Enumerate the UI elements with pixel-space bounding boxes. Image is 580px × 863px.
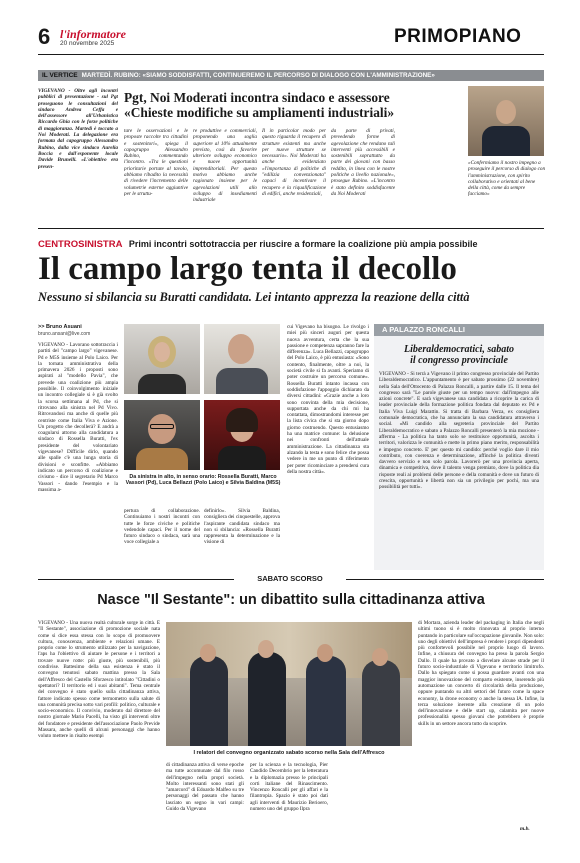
vertice-bar [38, 70, 544, 81]
article3-col4: di Mortara, azienda leader del packaging in Italia che negli ultimi tuono si è molto rinnovata al proprio interno puntando in particolare sul'occupazione giovanile. Non solo: uno degli obiettivi dell'impresa è rendere i propri dipendenti più confortevoli possibile nel proprio luogo di lavoro. Infine, a chiusura del convegno ha preso la parola Sergio Dallo. Il quale ha provato a disvelare alcune strade per il futuro socio-industriale di Vigevano e territorio limitrofo. Dallo ha spiegato come si possa guardare avanti con una maggior innovazione del comparto esistente, inserendo più automazione un concerto di circolarità della produzione, oppure puntando su altri settori del futuro come la space economy, la drone economy o anche la stessa IA. Infine, la terza soluzione inerente alla creazione di un polo dell'innovazione e delle start up, calamita per nuove professionalità spesso giovani che potrebbero è proprie skills in un settore ancora tutto da scoprire. [418, 620, 544, 727]
sidebar-tag: A PALAZZO RONCALLI [374, 324, 544, 336]
portrait-top [218, 446, 266, 470]
brand-logo: l'informatore [60, 27, 127, 41]
speaker-2 [248, 652, 286, 746]
article3-signature: m.b. [520, 826, 530, 832]
article1-col2: tare le osservazioni e le proposte raccolte tra cittadini e sostenitori», spiega il capogruppo Alessandro Rubino, commentando l'incontro. «Tra le questioni prioritarie portate al tavolo, abbiamo ribadito la necessità di rivedere l'incremento delle volumetrie esterne aggiuntive per le struttu- [124, 128, 188, 197]
article2-kicker: CENTROSINISTRA [38, 239, 123, 250]
article1-col5: da parte di privati, prevedendo forme di agevolazione che rendano tali interventi più accessibili e sostenibili soprattutto da parte dei giovani con basso reddito, in linea con le nostre politiche a livello nazionale», prosegue Rubino. «L'incontro è stato definito soddisfacente da Noi Moderati [331, 128, 395, 197]
article2-col1: VIGEVANO - Lavorano sottotraccia i partiti del "campo largo" vigevanese. Pd e M5S insieme al Polo Laico. Per la tornata amministrativa della primavera 2026 i proposti sono aspirati al "modello Pavia", che prevede una coalizione più ampia possibile. Il coinvolgimento iniziale un incontro collegiale si è già svolto la scorsa settimana al Pd, che si ritrovano alla sinistra nel Pd Vivo. Ritrovandosi ma anche di quelle più centriste come Italia Viva e Azione. Un progetto che decollerà? E andrà a coagularsi attorno alla candidatura a sindaco di Rossella Buratti, l'ex presidente del volontariato vigevanese? Difficile dirlo, quando alle spalle c'è una lunga storia di divisioni e sconfitte. «Abbiamo indicato un percorso di coalizione e civismo - dice il segretario Pd Marco Vassori - dando l'esempio e la massima a- [38, 342, 118, 493]
photo-bellazzi [124, 400, 200, 470]
photo-vassori [204, 324, 280, 394]
portrait-face [148, 414, 176, 444]
section-title: PRIMOPIANO [394, 26, 522, 47]
article3-group-photo [166, 622, 412, 746]
article2-col2: pertura di collaborazione. Continuiamo i nostri incontri con tutte le forze civiche e politiche vedendole capaci. Per il nome del futuro sindaco o sindaca, sarà una voce collegiale a [124, 508, 200, 546]
speaker-4-face [372, 648, 388, 666]
byline-email: bruno.ansani@live.com [38, 331, 91, 337]
article1-col4: Il in particolar modo per questo riguarda il recupero di strutture esistenti ma anche per nuove strutture se necessario». Noi Moderati ha anche evidenziato «l'importanza di politiche di "edilizia convenzionata" capaci di incentivare il recupero e la riqualificazione di edifici, anche residenziali, [262, 128, 326, 197]
portrait-glasses [150, 424, 174, 429]
article1-caption: «Confermiamo il nostro impegno a proseguire il percorso di dialogo con l'amministrazione, con spirito collaborativo e orientati al bene della città, come da sempre facciamo» [468, 160, 546, 198]
portrait-suit [482, 126, 530, 156]
portrait-jacket [136, 448, 188, 470]
sidebar-body: VIGEVANO - Si terrà a Vigevano il primo congresso provinciale del Partito Liberaldemocratico. L'appuntamento è per sabato prossimo (22 novembre) nella Sala dell'Ottocento di Palazzo Roncalli, a partire dalle 15. Il tema del congresso sarà "Le parole giuste per un tempo nuovo: dall'impegno alle azioni concrete". E sarà vigevanese una candidata a ricoprire la carica di leader provinciale della formazione politica fondata dal deputato ex Pd e Italia Viva Luigi Marattin. Si tratta di Barbara Verza, ex consigliera comunale democratica, che ha annunciato la sua candidatura attraverso i social. «Mi candido alla segreteria provinciale del Partito Liberaldemocratico e sabato a Palazzo Roncalli presenterò la mia mozione - afferma - La politica ha tanto solo se restituisce opportunità, ascolta i territori, valorizza le comunità e mette in primo piano merito, responsabilità e impegno concreto. E' per questo mi candido: perché voglio dare il mio contributo, con coerenza e determinazione, affinché la politica diventi davvero servizio e non solo parola. Lavorerò per una provincia aperta, dinamica e competitiva, dove il talento venga premiato, dove la politica dia risposte reali ai problemi delle persone e della comunità e dove un futuro di crescita, opportunità e libertà non sia un privilegio per pochi, ma una possibilità per tutti». [379, 371, 539, 491]
speaker-3-face [317, 644, 333, 662]
portrait-face [228, 334, 254, 364]
article2-subheadline: Nessuno si sbilancia su Buratti candidata. Lei intanto apprezza la reazione della città [38, 290, 470, 304]
portrait-suit [216, 368, 268, 394]
speaker-3 [306, 656, 346, 746]
article1-bottom-rule [38, 228, 544, 229]
page-number: 6 [38, 24, 51, 49]
speaker-1 [190, 656, 228, 746]
article2-col4: cui Vigevano ha bisogno. Le rivolgo i miei più sinceri auguri per questa nuova avventura, certa che la sua passione e competenza sapranno fare la differenza». Luca Bellazzi, capogruppo del Polo Laico, è più entusiasta: «Sono contento, finalmente, oltre a noi, la società civile si fa avanti. Speriamo di poter costruire un percorso comune». Rossella Buratti intanto incassa con soddisfazione l'appoggio dichiarato da diversi cittadini: «Grazie anche a loro sono convinta della mia decisione, supportata anche da chi mi ha contattata, dimostrandomi interesse per la lista civica che si sta giorno dopo giorno costruendo. Questo entusiasmo ha una matrice comune: la delusione nei confronti dell'attuale amministrazione. La cittadinanza sta alzando la testa e sono felice che possa vedere in me un punto di riferimento per poter ricominciare a prendersi cura della nostra città». [287, 324, 369, 475]
vertice-text: MARTEDÌ. RUBINO: «SIAMO SODDISFATTI, CONTINUEREMO IL PERCORSO DI DIALOGO CON L'AMMINISTRAZIONE» [81, 72, 435, 79]
article3-col3: per la scienza e la tecnologia, Pier Candido Decembrio per la letteratura e la diplomazia presso le principali corti italiane del Rinascimento. Vincenzo Roncalli per gli affari e la filantropia. Spazio è stato poi dati agli interventi di Maurizio Berioero, numero uno del gruppo Ilpra [250, 762, 328, 813]
portrait-hair [226, 408, 258, 432]
portrait-top [138, 374, 186, 394]
header-rule [38, 54, 544, 55]
article2-headline: Il campo largo tenta il decollo [38, 251, 457, 287]
article3-top-rule-left [38, 579, 234, 580]
article1-lead: VIGEVANO - Oltre agli incontri pubblici di presentazione - sul Pgt proseguono le consultazioni del sindaco Andrea Ceffa e dell'assessore all'Urbanistica Riccardo Ghia con le forze politiche di maggioranza. Martedì è toccato a Noi Moderati. La delegazione era formata dal capogruppo Alessandro Rubino, dalla vice sindaco Aurelia Boccia e dall'esponente locale Davide Brunelli. «L'obiettivo era presen- [38, 88, 118, 170]
speaker-4 [362, 660, 400, 746]
portrait-face [148, 336, 176, 368]
article3-photo-caption: I relatori del convegno organizzato sabato scorso nella Sala dell'Affresco [193, 750, 385, 756]
article1-col3: re produttive e commerciali, proponendo una soglia superiore al 10% attualmente previsto, così da favorire ulteriore sviluppo economico e nuove opportunità imprenditoriali. Per questo motivo abbiamo anche ragionato insieme per le agevolazioni utili allo sviluppo di insediamenti industriale [193, 128, 257, 204]
speaker-2-face [258, 640, 274, 658]
sidebar-box [374, 324, 544, 570]
article3-top-rule-right [346, 579, 544, 580]
portrait-face [496, 100, 516, 124]
article3-col1: VIGEVANO - Una nuova realtà culturale sorge in città. È "Il Sestante", associazione di promozione sociale nata come sì dice essa stessa con lo scopo di promuovere cultura, conoscenza, ambiente e relazioni umane. E proprio come lo strumento utilizzato per la navigazione, l'aps ha l'obiettivo di aiutare le persone e i territori a trovare nuove rotte: più giuste, più sostenibili, più condivise. Battesimo della sua esistenza è stato il convegno tenutosi sabato mattina presso la Sala dell'Affresco del Castello Sforzesco intitolato "Cittadini o spettatori? Il territorio ed i suoi abitanti". Tema centrale del convegno è stato quello sulla cittadinanza attiva, fattore indicato spesso come termometro sulla salute di una comunità precisa sotto vari profili: politico, culturale e socio-economico. Il convivio, moderato dal direttore del nostro giornale Mario Pacelli, ha visto gli interventi oltre del fondatore e presidente dell'associazione Paolo Previde Massara, anche quelli di alcuni personaggi che hanno voluto mettere in risalto esempi [38, 620, 160, 740]
speaker-1-face [200, 644, 216, 662]
sidebar-title-2: il congresso provinciale [410, 355, 508, 366]
article3-headline: Nasce "Il Sestante": un dibattito sulla cittadinanza attiva [97, 592, 485, 608]
vertice-label: IL VERTICE [42, 72, 78, 79]
sidebar-title-1: Liberaldemocratici, sabato [404, 344, 514, 355]
issue-date: 20 novembre 2025 [60, 40, 115, 47]
article3-kicker: SABATO SCORSO [257, 574, 323, 583]
byline-name: >> Bruno Asuani [38, 324, 82, 330]
article2-photo-caption: Da sinistra in alto, in senso orario: Rossella Buratti, Marco Vassori (Pd), Luca Bellazzi (Polo Laico) e Silvia Baldina (M5S) [125, 474, 281, 487]
photo-buratti [124, 324, 200, 394]
article2-col3: definirlo». Silvia Baldina, consigliera dei cinquestelle, approva l'aspirante candidata sindaco ma non si sbilancia: «Rossella Buratti rappresenta la determinazione e la visione di [204, 508, 280, 546]
article1-headline-1: Pgt, Noi Moderati incontra sindaco e assessore [124, 90, 390, 105]
article3-col2: di cittadinanza attiva di verse epoche ma tutte accomunate dal filo rosso dell'impegno nella propri società. Molto interessanti sono stati gli "amarcord" di Edoardo Malfeo su tre personaggi del passato che hanno lasciato un segno in vari campi: Guido da Vigevano [166, 762, 244, 813]
photo-baldina [204, 400, 280, 470]
article2-kicker-text: Primi incontri sottotraccia per riuscire a formare la coalizione più ampia possibile [128, 239, 478, 249]
article1-headline-2: «Chieste modifiche su ampliamenti industriali» [124, 105, 395, 120]
rubino-photo [468, 86, 544, 156]
